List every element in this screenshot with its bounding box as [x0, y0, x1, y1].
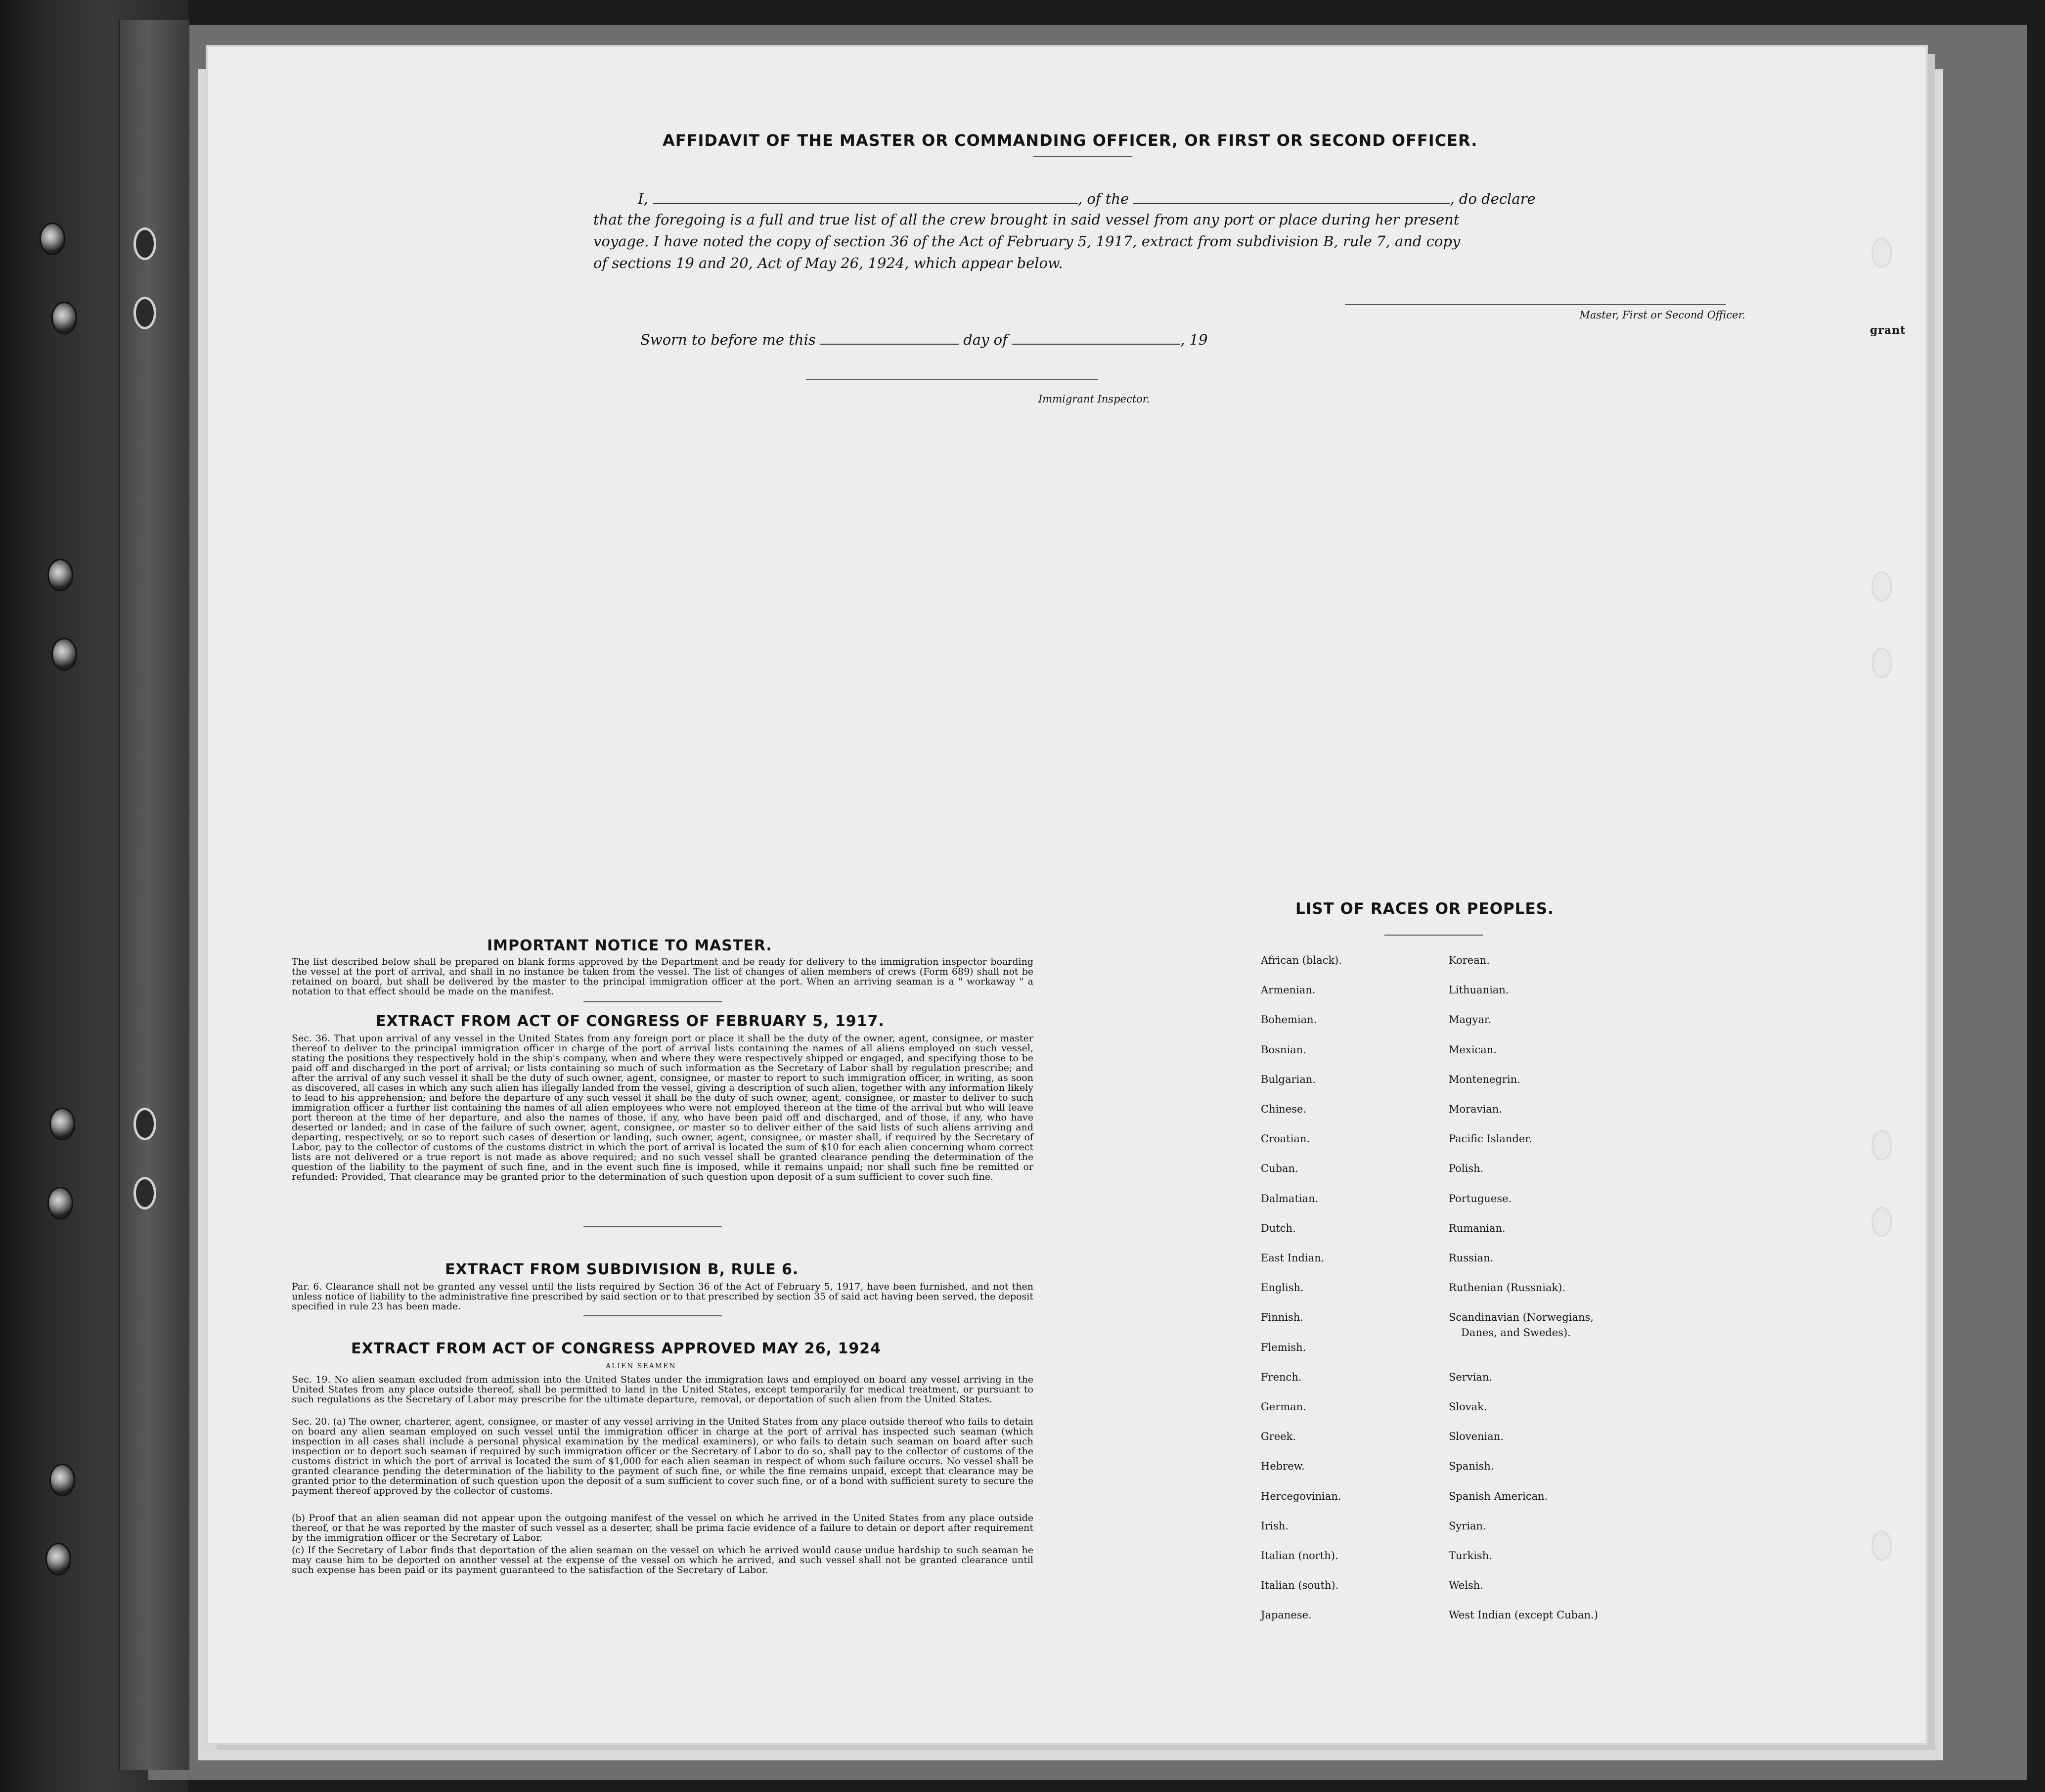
rivet-icon [45, 1543, 71, 1575]
divider [1384, 935, 1483, 936]
race-item: Finnish. [1261, 1311, 1304, 1324]
rivet-icon [40, 223, 65, 255]
race-item: Korean. [1449, 954, 1490, 966]
year-label: , 19 [1180, 331, 1208, 348]
inspector-caption: Immigrant Inspector. [1038, 393, 1150, 405]
day-field[interactable] [820, 329, 959, 345]
do-declare-label: , do declare [1450, 190, 1536, 207]
race-item: Cuban. [1261, 1163, 1298, 1175]
ring-icon [133, 1108, 156, 1140]
notice-body: The list described below shall be prepared on blank forms approved by the Department and be ready for delivery to the immigration inspector boarding the vessel at the port of arrival, and shall in no instance be taken from the vessel. The list of changes of alien members of crews (Form 689) shall not be retained on board, but shall be delivered by the master to the principal immigration officer at the port. When an arriving seaman is a " workaway " a notation to that effect should be made on the manifest. [292, 956, 1033, 997]
rivet-icon [49, 1108, 75, 1140]
punch-hole-icon [1871, 1130, 1892, 1161]
divider [583, 1001, 722, 1002]
race-item: Slovak. [1449, 1401, 1487, 1413]
punch-hole-icon [1871, 1530, 1892, 1561]
para-c-body: (c) If the Secretary of Labor finds that deportation of the alien seaman on the vessel on which he arrived would cause undue hardship to such seaman he may cause him to be deported on another vessel at the expense of the vessel on which he arrived, and such vessel shall not be granted clearance until such expense has been paid or its payment guaranteed to the satisfaction of the Secretary of Labor. [292, 1545, 1033, 1575]
race-item: Pacific Islander. [1449, 1133, 1532, 1145]
race-item: Bohemian. [1261, 1014, 1317, 1026]
rivet-icon [51, 638, 77, 671]
alien-seamen-subtitle: ALIEN SEAMEN [606, 1362, 676, 1370]
punch-hole-icon [1871, 648, 1892, 678]
punch-hole-icon [1871, 571, 1892, 602]
rivet-icon [47, 1187, 73, 1219]
ring-icon [133, 1177, 156, 1210]
sec20-body: Sec. 20. (a) The owner, charterer, agent, consignee, or master of any vessel arriving in the United States from any place outside thereof who fails to detain on board any alien seaman employed on such vessel until the immigration officer in charge at the port of arrival has inspected such seaman (which inspection in all cases shall include a personal physical examination by the medical examiners), or who fails to detain such seaman on board after such inspection or to deport such seaman if required by such immigration officer or the Secretary of Labor to do so, shall pay to the collector of customs of the customs district in which the port of arrival is located the sum of $1,000 for each alien seaman in respect of whom such failure occurs. No vessel shall be granted clearance pending the determination of the liability to the payment of such fine, or while the fine remains unpaid, except that clearance may be granted prior to the determination of such question upon the deposit of a sum sufficient to cover such fine, or of a bond with sufficient surety to secure the payment thereof approved by the collector of customs. [292, 1416, 1033, 1496]
vessel-field[interactable] [1133, 188, 1450, 204]
margin-fragment: grant [1870, 324, 1906, 337]
day-of-label: day of [963, 331, 1008, 348]
race-item: Slovenian. [1449, 1431, 1504, 1443]
race-item: Mexican. [1449, 1043, 1497, 1056]
inspector-signature-line[interactable] [806, 379, 1098, 380]
race-item: Greek. [1261, 1431, 1296, 1443]
race-item: English. [1261, 1282, 1304, 1294]
month-field[interactable] [1012, 329, 1180, 345]
of-the-label: , of the [1077, 190, 1129, 207]
ring-icon [133, 297, 156, 329]
ring-icon [133, 227, 156, 260]
race-item: Spanish. [1449, 1460, 1494, 1473]
race-item: Welsh. [1449, 1579, 1483, 1592]
document-page [208, 47, 1926, 1743]
race-item: Magyar. [1449, 1014, 1492, 1026]
signature-line[interactable] [1345, 304, 1726, 305]
race-item: Lithuanian. [1449, 984, 1509, 996]
race-item: African (black). [1261, 954, 1342, 966]
signature-caption: Master, First or Second Officer. [1579, 309, 1745, 321]
rule6-title: EXTRACT FROM SUBDIVISION B, RULE 6. [445, 1261, 799, 1278]
sworn-label: Sworn to before me this [640, 331, 816, 348]
para-b-body: (b) Proof that an alien seaman did not appear upon the outgoing manifest of the vessel on which he arrived in the United States from any place outside thereof, or that he was reported by the master of such vessel as a deserter, shall be prima facie evidence of a failure to detain or deport after requirement by the immigration officer or the Secretary of Labor. [292, 1513, 1033, 1543]
races-title: LIST OF RACES OR PEOPLES. [1295, 900, 1554, 918]
race-item: Syrian. [1449, 1520, 1486, 1532]
race-scandinavian-continued: Danes, and Swedes). [1461, 1327, 1571, 1339]
race-item: Scandinavian (Norwegians, [1449, 1311, 1594, 1324]
divider [583, 1226, 722, 1227]
race-item: Irish. [1261, 1520, 1289, 1532]
race-item: West Indian (except Cuban.) [1449, 1609, 1599, 1621]
race-item: Dutch. [1261, 1222, 1296, 1234]
rule6-body: Par. 6. Clearance shall not be granted any vessel until the lists required by Section 36 of the Act of February 5, 1917, have been furnished, and not then unless notice of liability to the administrative fine prescribed by said section or to that prescribed by section 35 of said act having been served, the deposit specified in rule 23 has been made. [292, 1281, 1033, 1312]
punch-hole-icon [1871, 237, 1892, 268]
race-item: Japanese. [1261, 1609, 1312, 1621]
extract-1924-title: EXTRACT FROM ACT OF CONGRESS APPROVED MAY 26, 1924 [351, 1340, 881, 1357]
race-item: Croatian. [1261, 1133, 1310, 1145]
race-item: Flemish. [1261, 1341, 1306, 1353]
race-item: Italian (north). [1261, 1550, 1338, 1562]
race-item: East Indian. [1261, 1252, 1325, 1264]
race-item: Moravian. [1449, 1103, 1503, 1115]
race-item: French. [1261, 1371, 1302, 1383]
race-item: German. [1261, 1401, 1306, 1413]
rivet-icon [47, 559, 73, 591]
sworn-line [640, 329, 1207, 348]
race-item: Dalmatian. [1261, 1192, 1319, 1205]
affidavit-line4: of sections 19 and 20, Act of May 26, 1924, which appear below. [593, 255, 1063, 271]
race-item: Armenian. [1261, 984, 1316, 996]
divider [1033, 156, 1132, 157]
race-item: Turkish. [1449, 1550, 1492, 1562]
name-field[interactable] [653, 188, 1078, 204]
race-item: Bulgarian. [1261, 1073, 1316, 1085]
race-item: Spanish American. [1449, 1490, 1548, 1502]
affidavit-title: AFFIDAVIT OF THE MASTER OR COMMANDING OFFICER, OR FIRST OR SECOND OFFICER. [663, 131, 1478, 150]
race-item: Italian (south). [1261, 1579, 1339, 1592]
sec19-body: Sec. 19. No alien seaman excluded from admission into the United States under the immigration laws and employed on board any vessel arriving in the United States from any place outside thereof, shall be permitted to land in the United States, except temporarily for medical treatment, or pursuant to such regulations as the Secretary of Labor may prescribe for the ultimate departure, removal, or deportation of such alien from the United States. [292, 1374, 1033, 1405]
race-item: Rumanian. [1449, 1222, 1506, 1234]
extract-1917-title: EXTRACT FROM ACT OF CONGRESS OF FEBRUARY 5, 1917. [376, 1013, 885, 1030]
race-item: Russian. [1449, 1252, 1494, 1264]
race-item: Montenegrin. [1449, 1073, 1520, 1085]
affidavit-line2: that the foregoing is a full and true list of all the crew brought in said vessel from any port or place during her present [593, 211, 1460, 228]
rivet-icon [49, 1464, 75, 1496]
race-item: Hebrew. [1261, 1460, 1305, 1473]
extract-1917-body: Sec. 36. That upon arrival of any vessel in the United States from any foreign port or place it shall be the duty of the owner, agent, consignee, or master thereof to deliver to the principal immigration officer in charge of the port of arrival lists containing the names of all aliens employed on such vessel, stating the positions they respectively hold in the ship's company, when and where they were respectively shipped or engaged, and specifying those to be paid off and discharged in the port of arrival; or lists containing so much of such information as the Secretary of Labor shall by regulation prescribe; and after the arrival of any such vessel it shall be the duty of such owner, agent, consignee, or master to report to such immigration officer, in writing, as soon as discovered, all cases in which any such alien has illegally landed from the vessel, giving a description of such alien, together with any information likely to lead to his apprehension; and before the departure of any such vessel it shall be the duty of such owner, agent, consignee, or master to deliver to such immigration officer a further list containing the names of all alien employees who were not employed thereon at the time of the arrival but who will leave port thereon at the time of her departure, and also the names of those, if any, who have been paid off and discharged, and of those, if any, who have deserted or landed; and in case of the failure of such owner, agent, consignee, or master so to deliver either of the said lists of such aliens arriving and departing, respectively, or so to report such cases of desertion or landing, such owner, agent, consignee, or master shall, if required by the Secretary of Labor, pay to the collector of customs of the customs district in which the port of arrival is located the sum of $10 for each alien concerning whom correct lists are not delivered or a true report is not made as above required; and no such vessel shall be granted clearance pending the determination of the question of the liability to the payment of such fine, and in the event such fine is imposed, while it remains unpaid; nor shall such fine be remitted or refunded: Provided, That clearance may be granted prior to the determination of such question upon deposit of a sum sufficient to cover such fine. [292, 1033, 1033, 1182]
race-item: Ruthenian (Russniak). [1449, 1282, 1566, 1294]
affidavit-line1 [638, 188, 1536, 207]
affidavit-line3: voyage. I have noted the copy of section 36 of the Act of February 5, 1917, extract from subdivision B, rule 7, and copy [593, 233, 1461, 250]
race-item: Hercegovinian. [1261, 1490, 1341, 1502]
i-label: I, [638, 190, 648, 207]
divider [583, 1315, 722, 1316]
race-item: Portuguese. [1449, 1192, 1512, 1205]
punch-hole-icon [1871, 1207, 1892, 1237]
race-item: Chinese. [1261, 1103, 1307, 1115]
rivet-icon [51, 302, 77, 334]
binder-edge [119, 20, 189, 1770]
race-item: Servian. [1449, 1371, 1493, 1383]
race-item: Polish. [1449, 1163, 1484, 1175]
notice-title: IMPORTANT NOTICE TO MASTER. [487, 937, 772, 954]
race-item: Bosnian. [1261, 1043, 1306, 1056]
